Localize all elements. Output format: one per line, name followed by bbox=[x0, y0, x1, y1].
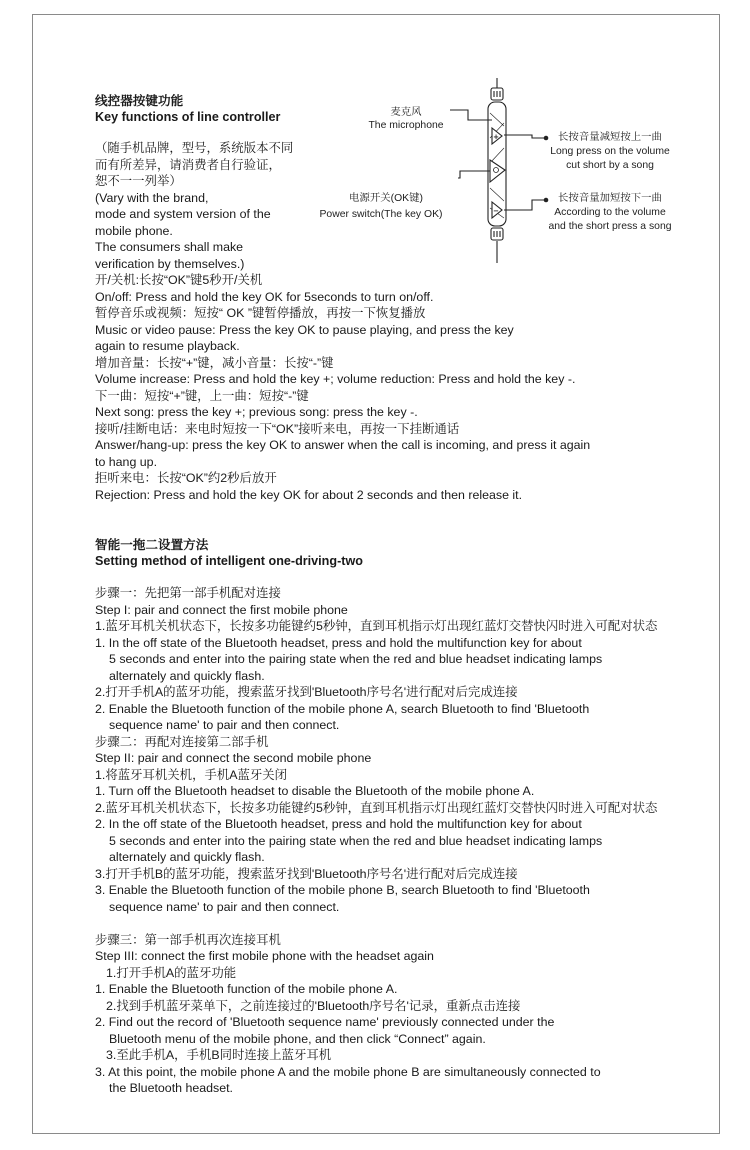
function-line: Music or video pause: Press the key OK to pause playing, and press the key bbox=[95, 323, 514, 337]
note-line: The consumers shall make bbox=[95, 240, 244, 254]
note-line: 而有所差异，请消费者自行验证， bbox=[95, 158, 281, 172]
step3-line: the Bluetooth headset. bbox=[109, 1081, 234, 1095]
step1-line: 5 seconds and enter into the pairing state when the red and blue headset indicating lamps bbox=[109, 652, 603, 666]
step3-line: 2. Find out the record of 'Bluetooth sequence name' previously connected under the bbox=[95, 1015, 555, 1029]
function-line: 开/关机:长按“OK”键5秒开/关机 bbox=[95, 273, 263, 287]
step2-line: 1. Turn off the Bluetooth headset to disable the Bluetooth of the mobile phone A. bbox=[95, 784, 535, 798]
step1-line: 2.打开手机A的蓝牙功能，搜索蓝牙找到'Bluetooth序号名'进行配对后完成连接 bbox=[95, 685, 518, 699]
step2-line: 2.蓝牙耳机关机状态下，长按多功能键约5秒钟，直到耳机指示灯出现红蓝灯交替快闪时进入可配对状态 bbox=[95, 801, 658, 815]
step3-line: 1.打开手机A的蓝牙功能 bbox=[106, 966, 237, 980]
note-line: （随手机品牌，型号，系统版本不同 bbox=[95, 141, 294, 155]
power-label-en: Power switch(The key OK) bbox=[319, 209, 443, 220]
vol-down-label-cn: 长按音量加短按下一曲 bbox=[558, 193, 662, 204]
step1-line: 1. In the off state of the Bluetooth headset, press and hold the multifunction key for about bbox=[95, 636, 582, 650]
note-line: verification by themselves.) bbox=[95, 257, 245, 271]
function-line: Answer/hang-up: press the key OK to answer when the call is incoming, and press it again bbox=[95, 438, 591, 452]
note-line: 恕不一一列举） bbox=[95, 174, 182, 188]
step2-line: 2. In the off state of the Bluetooth headset, press and hold the multifunction key for about bbox=[95, 817, 582, 831]
function-line: 下一曲：短按“+”键，上一曲：短按“-”键 bbox=[95, 389, 309, 403]
step1-line: 步骤一：先把第一部手机配对连接 bbox=[95, 586, 281, 600]
plus-key-label: + bbox=[493, 133, 499, 141]
note-line: mode and system version of the bbox=[95, 207, 271, 221]
function-line: to hang up. bbox=[95, 455, 158, 469]
line-controller-diagram bbox=[300, 78, 700, 268]
step3-line: 1. Enable the Bluetooth function of the mobile phone A. bbox=[95, 982, 398, 996]
power-label-cn: 电源开关(OK键) bbox=[349, 193, 423, 204]
step3-line: Step III: connect the first mobile phone with the headset again bbox=[95, 949, 434, 963]
step3-line: Bluetooth menu of the mobile phone, and then click “Connect” again. bbox=[109, 1032, 486, 1046]
function-line: Rejection: Press and hold the key OK for about 2 seconds and then release it. bbox=[95, 488, 523, 502]
step1-line: 1.蓝牙耳机关机状态下，长按多功能键约5秒钟，直到耳机指示灯出现红蓝灯交替快闪时进入可配对状态 bbox=[95, 619, 658, 633]
vol-down-label-en: and the short press a song bbox=[548, 221, 672, 232]
step2-line: 步骤二：再配对连接第二部手机 bbox=[95, 735, 269, 749]
step1-line: 2. Enable the Bluetooth function of the mobile phone A, search Bluetooth to find 'Bluetooth bbox=[95, 702, 590, 716]
mic-label-cn: 麦克风 bbox=[390, 107, 422, 118]
step3-line: 3. At this point, the mobile phone A and the mobile phone B are simultaneously connected to bbox=[95, 1065, 601, 1079]
step3-line: 2.找到手机蓝牙菜单下，之前连接过的'Bluetooth序号名'记录，重新点击连接 bbox=[106, 999, 521, 1013]
step2-line: 3. Enable the Bluetooth function of the mobile phone B, search Bluetooth to find 'Bluetooth bbox=[95, 883, 590, 897]
mic-label-en: The microphone bbox=[368, 120, 444, 131]
minus-key-label: − bbox=[493, 207, 499, 215]
step2-line: sequence name' to pair and then connect. bbox=[109, 900, 340, 914]
pairing-heading-cn: 智能一拖二设置方法 bbox=[95, 538, 209, 552]
note-line: mobile phone. bbox=[95, 224, 173, 238]
step2-line: Step II: pair and connect the second mobile phone bbox=[95, 751, 372, 765]
step2-line: 1.将蓝牙耳机关机，手机A蓝牙关闭 bbox=[95, 768, 288, 782]
step1-line: alternately and quickly flash. bbox=[109, 669, 265, 683]
remote-heading-en: Key functions of line controller bbox=[95, 110, 281, 124]
vol-up-label-en: cut short by a song bbox=[566, 160, 654, 171]
step1-line: sequence name' to pair and then connect. bbox=[109, 718, 340, 732]
note-line: (Vary with the brand, bbox=[95, 191, 209, 205]
step2-line: 3.打开手机B的蓝牙功能，搜索蓝牙找到'Bluetooth序号名'进行配对后完成连接 bbox=[95, 867, 518, 881]
function-line: 接听/挂断电话：来电时短按一下“OK”接听来电，再按一下挂断通话 bbox=[95, 422, 460, 436]
function-line: Next song: press the key +; previous song: press the key -. bbox=[95, 405, 418, 419]
pairing-heading-en: Setting method of intelligent one-driving-two bbox=[95, 554, 363, 568]
function-line: again to resume playback. bbox=[95, 339, 240, 353]
function-line: 暂停音乐或视频：短按“ OK ”键暂停播放，再按一下恢复播放 bbox=[95, 306, 426, 320]
function-line: On/off: Press and hold the key OK for 5seconds to turn on/off. bbox=[95, 290, 434, 304]
step2-line: 5 seconds and enter into the pairing state when the red and blue headset indicating lamps bbox=[109, 834, 603, 848]
step3-line: 步骤三：第一部手机再次连接耳机 bbox=[95, 933, 281, 947]
function-line: 增加音量：长按“+”键，减小音量：长按“-”键 bbox=[95, 356, 334, 370]
function-line: Volume increase: Press and hold the key +; volume reduction: Press and hold the key -. bbox=[95, 372, 576, 386]
step1-line: Step I: pair and connect the first mobile phone bbox=[95, 603, 348, 617]
function-line: 拒听来电：长按“OK”约2秒后放开 bbox=[95, 471, 277, 485]
remote-heading-cn: 线控器按键功能 bbox=[95, 94, 184, 108]
vol-up-label-en: Long press on the volume bbox=[550, 146, 670, 157]
step3-line: 3.至此手机A，手机B同时连接上蓝牙耳机 bbox=[106, 1048, 332, 1062]
vol-down-label-en: According to the volume bbox=[554, 207, 666, 218]
step2-line: alternately and quickly flash. bbox=[109, 850, 265, 864]
vol-up-label-cn: 长按音量减短按上一曲 bbox=[558, 132, 662, 143]
